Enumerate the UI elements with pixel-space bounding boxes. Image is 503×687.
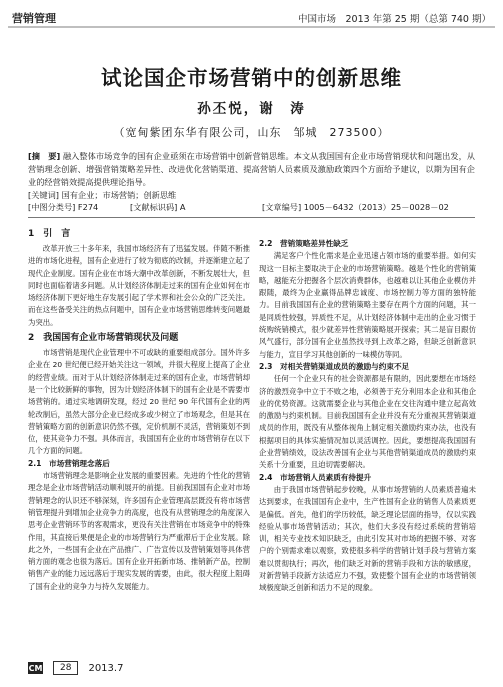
subsection-heading-2-4: 2.4 市场营销人员素质有待提升 [259,472,372,482]
body-paragraph: 由于我国市场营销起步较晚，从事市场营销的人员素质普遍未达到要求，在我国国有企业中，生产性国有企业的销售人员素质更是偏低。首先，他们的学历较低，缺乏理论层面的指导，仅以实践经验从事市场营销活动；其次，他们大多没有经过系统的营销培训，相关专业技术知识缺乏，由此引发其对市场的把握不够、对客户的个别需求难以观察，致使很多科学的营销计划手段与营销方案难以贯彻执行；再次，他们缺乏对新的营销手段和方法的敏感度，对新营销手段新方法适应力不强，致使整个国有企业的市场营销领域极度缺乏创新和活力不足的现象。 [259,484,476,593]
journal-logo-icon: CM [28,663,43,673]
section-label: 营销管理 [12,12,56,25]
journal-info: 中国市场 2013 年第 25 期（总第 740 期） [298,14,491,25]
abstract-label: [摘 要] [28,151,61,161]
page-footer [28,661,123,675]
article-title: 试论国企市场营销中的创新思维 [101,66,402,90]
article-authors: 孙丕悦，谢 涛 [197,101,306,117]
abstract-divider [28,217,475,218]
author-affiliation: （宽甸紫团东华有限公司，山东 邹城 273500） [113,126,390,139]
left-column [28,225,250,593]
body-paragraph: 市场营销理念是影响企业发展的重要因素。先进的个性化的营销理念是企业市场营销活动顺利展开的前提。目前我国国有企业对市场营销理念的认识还不够深刻，许多国有企业管理高层既没有将市场营销管理提升到增加企业竞争力的高度，也没有从营销理念的角度深入思考企业营销环节的客观需求，更没有关注营销在市场竞争中的特殊作用，其直接后果便是企业的市场营销行为严重滞后于企业发展。除此之外，一些国有企业在产品推广、广告宣传以及营销策划等具体营销方面的观念也很为落后。国有企业开拓新市场、推销新产品，控制销售产业的能力远远落后于现实发展的需要，由此，很大程度上阻碍了国有企业的竞争力与持久发展能力。 [28,471,250,591]
body-paragraph: 满足客户个性化需求是企业迅速占领市场的重要举措。如何实现这一目标主要取决于企业的市场营销策略。越是个性化的营销策略，越能充分把握各个层次消费群体，也越难以让其他企业模仿并跟随，最终为企业赢得品牌忠诚度、市场控制力等方面的独特能力。目前我国国有企业的营销策略主要存在两个方面的问题，其一是同质性较强，异质性不足，从计划经济体制中走出的企业习惯于统购统销模式，很少就差异性营销策略展开探索；其二是盲目跟仿风气盛行，部分国有企业虽然找寻到上改革之路，但缺乏创新意识与能力，宣目学习其他创新的一味模仿等同。 [259,251,476,359]
abstract-text: 融入整体市场竞争的国有企业亟须在市场营销中创新营销思维。本文从我国国有企业市场营销现状和问题出发，从营销理念创新、增强营销策略差异性、改进优化营销渠道、提高营销人员素质及激励政策四个方面给予建议，以期为国有企业的经营销效提高提供理论指导。 [28,151,475,187]
body-paragraph: 市场营销是现代企业管理中不可或缺的重要组成部分。国外许多企业在 20 世纪便已经开始关注这一领域，并很大程度上提高了企业的经营业绩。而对于从计划经济体制走过来的国有企业，市场营销却是一个比较新鲜的事物，因为计划经济体制下的国有企业是不需要市场营销的。通过实地调研发现，经过 20 世纪 90 年代国有企业的两轮改制后，虽然大部分企业已经成多或少树立了市场观念，但是其在营销策略方面的创新意识仍然不强，定价机制不灵活，营销策划不到位，使其竞争力不强。具体而言，我国国有企业的市场营销存在以下几个方面的问题。 [28,348,250,456]
section-heading-2: 2 我国国有企业市场营销现状及问题 [28,333,179,344]
document-code: [文献标识码] A [130,202,186,212]
abstract-block [28,150,475,202]
section-heading-1: 1 引 言 [28,229,71,239]
keywords-text: 国有企业；市场营销；创新思维 [61,190,177,200]
keywords-paragraph [28,189,475,202]
body-paragraph: 改革开放三十多年来，我国市场经济有了迅猛发展。伴随不断推进的市场化进程，国有企业进行了较为彻底的改制，并逐渐建立起了现代企业制度。国有企业在市场大潮中改革创新，不断发展壮大，但同时也面临着诸多问题。从计划经济体制走过来的国有企业如何在市场经济体制下更好地生存发展引起了学术界和社会公众的广泛关注。而在这些备受关注的热点问题中，国有企业市场营销思维转变问题最为突出。 [28,244,250,327]
article-number: [文章编号] 1005－6432（2013）25－0028－02 [262,202,449,212]
issue-date: 2013.7 [88,662,124,674]
body-paragraph: 任何一个企业只有的社会资源都是有限的，因此要想在市场经济的激烈竞争中立于不败之地，必须善于充分利用本企业和其他企业的优势资源。这就需要企业与其他企业在交往沟通中建立起高效的激励与约束机制。目前我国国有企业并没有充分重视其营销渠道成员的作用，既没有从整体视角上制定相关激励约束办法，也没有根据项目的具体实施情况加以灵活调控。因此，要想提高我国国有企业营销绩效，设法改善国有企业与其他营销渠道成员的激励约束关系十分重要，且迫切需要解决。 [259,374,476,470]
subsection-heading-2-1: 2.1 市场营销理念落后 [28,458,110,468]
right-column [259,238,476,595]
abstract-paragraph [28,150,475,189]
page-number: 28 [53,661,78,675]
clc-number: [中图分类号] F274 [28,202,99,212]
subsection-heading-2-3: 2.3 对相关营销渠道成员的激励与约束不足 [259,361,410,371]
keywords-label: [关键词] [28,190,59,200]
subsection-heading-2-2: 2.2 营销策略差异性缺乏 [259,239,349,248]
header-rule [8,26,495,28]
